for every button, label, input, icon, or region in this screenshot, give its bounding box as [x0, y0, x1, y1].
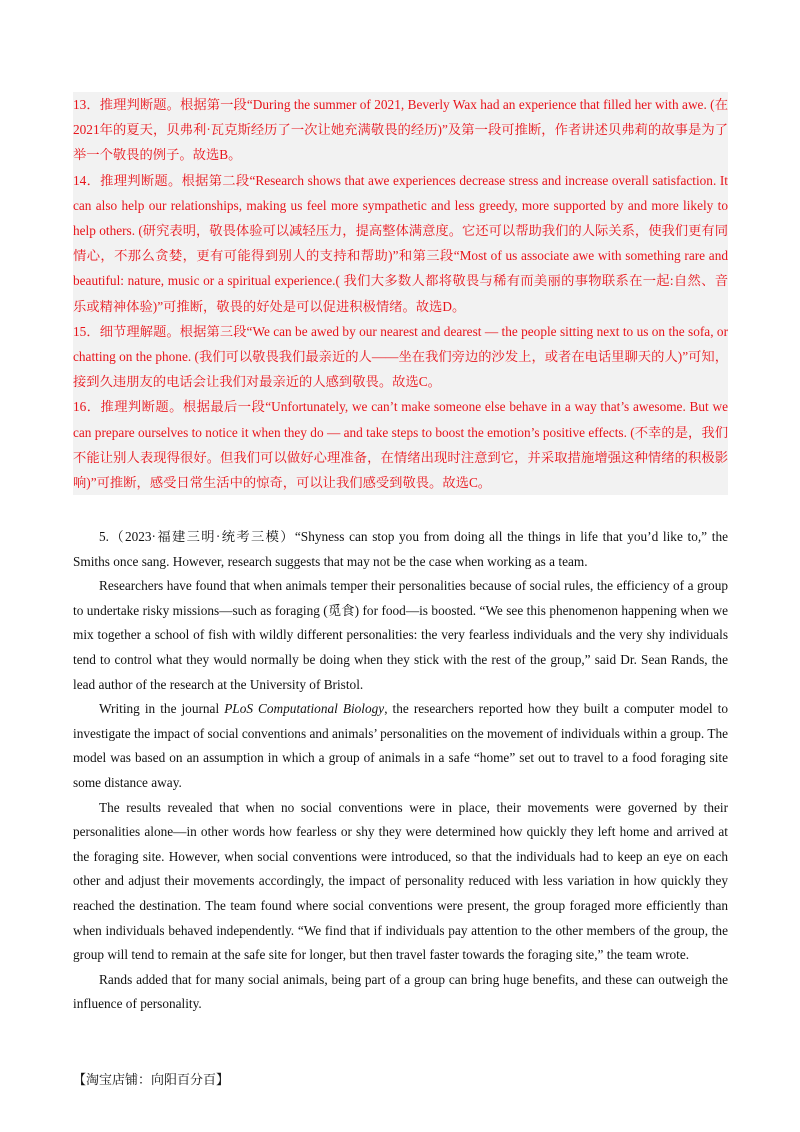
answer-15: 15．细节理解题。根据第三段“We can be awed by our nearest and dearest — the people sitting next to us on the sofa, or chatting on the phone. (我们可以敬畏我们最亲近的人——坐在我们旁边的沙发上，或者在电话里聊天的人)”可知，接到久违朋友的电话会让我们对最亲近的人感到敬畏。故选C。 [73, 323, 728, 390]
passage-intro: 5.（2023·福建三明·统考三模）“Shyness can stop you from doing all the things in life that you’d like to,” the Smiths once sang. However, research suggests that may not be the case when working as a team. [73, 529, 728, 569]
paragraph-3-rest: , the researchers reported how they built a computer model to investigate the impact of social conventions and animals’ personalities on the movement of individuals within a group. The model was based on an assumption in which a group of animals in a safe “home” set out to travel to a food foraging site some distance away. [73, 701, 728, 790]
passage-paragraph-3 [73, 697, 728, 795]
page-footer: 【淘宝店铺：向阳百分百】 [73, 1072, 230, 1087]
reading-passage [73, 525, 728, 1017]
answer-16: 16．推理判断题。根据最后一段“Unfortunately, we can’t make someone else behave in a way that’s awesome. But we can prepare ourselves to notice it when they do — and take steps to boost the emotion’s positive effects. (不幸的是，我们不能让别人表现得很好。但我们可以做好心理准备，在情绪出现时注意到它，并采取措施增强这种情绪的积极影响)”可推断，感受日常生活中的惊奇，可以让我们感受到敬畏。故选C。 [73, 399, 728, 491]
answer-explanations [73, 92, 728, 495]
passage-paragraph-5: Rands added that for many social animals, being part of a group can bring huge benefits, and these can outweigh the influence of personality. [73, 971, 728, 1012]
answer-13: 13．推理判断题。根据第一段“During the summer of 2021, Beverly Wax had an experience that filled her with awe. (在2021年的夏天，贝弗利·瓦克斯经历了一次让她充满敬畏的经历)”及第一段可推断，作者讲述贝弗莉的故事是为了举一个敬畏的例子。故选B。 [73, 97, 728, 163]
journal-name: PLoS Computational Biology [224, 701, 385, 717]
paragraph-3-lead: Writing in the journal [99, 701, 225, 717]
passage-paragraph-4: The results revealed that when no social conventions were in place, their movements were governed by their personalities alone—in other words how fearless or shy they were determined how quickly they left home and arrived at the foraging site. However, when social conventions were introduced, so that the individuals had to keep an eye on each other and adjust their movements accordingly, the impact of personality reduced with less variation in how quickly they reached the destination. The team found where social conventions were present, the group foraged more efficiently than when individuals behaved independently. “We find that if individuals pay attention to the other members of the group, the group will tend to remain at the safe site for longer, but then travel faster towards the foraging site,” the team wrote. [73, 799, 728, 963]
passage-paragraph-2: Researchers have found that when animals temper their personalities because of social rules, the efficiency of a group to undertake risky missions—such as foraging (觅食) for food—is boosted. “We see this phenomenon happening when we mix together a school of fish with wildly different personalities: the very fearless individuals and the very shy individuals tend to control what they would normally be doing when they stick with the rest of the group,” said Dr. Sean Rands, the lead author of the research at the University of Bristol. [73, 578, 728, 692]
answer-14: 14．推理判断题。根据第二段“Research shows that awe experiences decrease stress and increase overall satisfaction. It can also help our relationships, making us feel more sympathetic and less greedy, more supported by and more likely to help others. (研究表明，敬畏体验可以减轻压力，提高整体满意度。它还可以帮助我们的人际关系，使我们更有同情心，不那么贪婪，更有可能得到别人的支持和帮助)”和第三段“Most of us associate awe with something rare and beautiful: nature, music or a spiritual experience.( 我们大多数人都将敬畏与稀有而美丽的事物联系在一起:自然、音乐或精神体验)”可推断，敬畏的好处是可以促进积极情绪。故选D。 [73, 172, 728, 314]
